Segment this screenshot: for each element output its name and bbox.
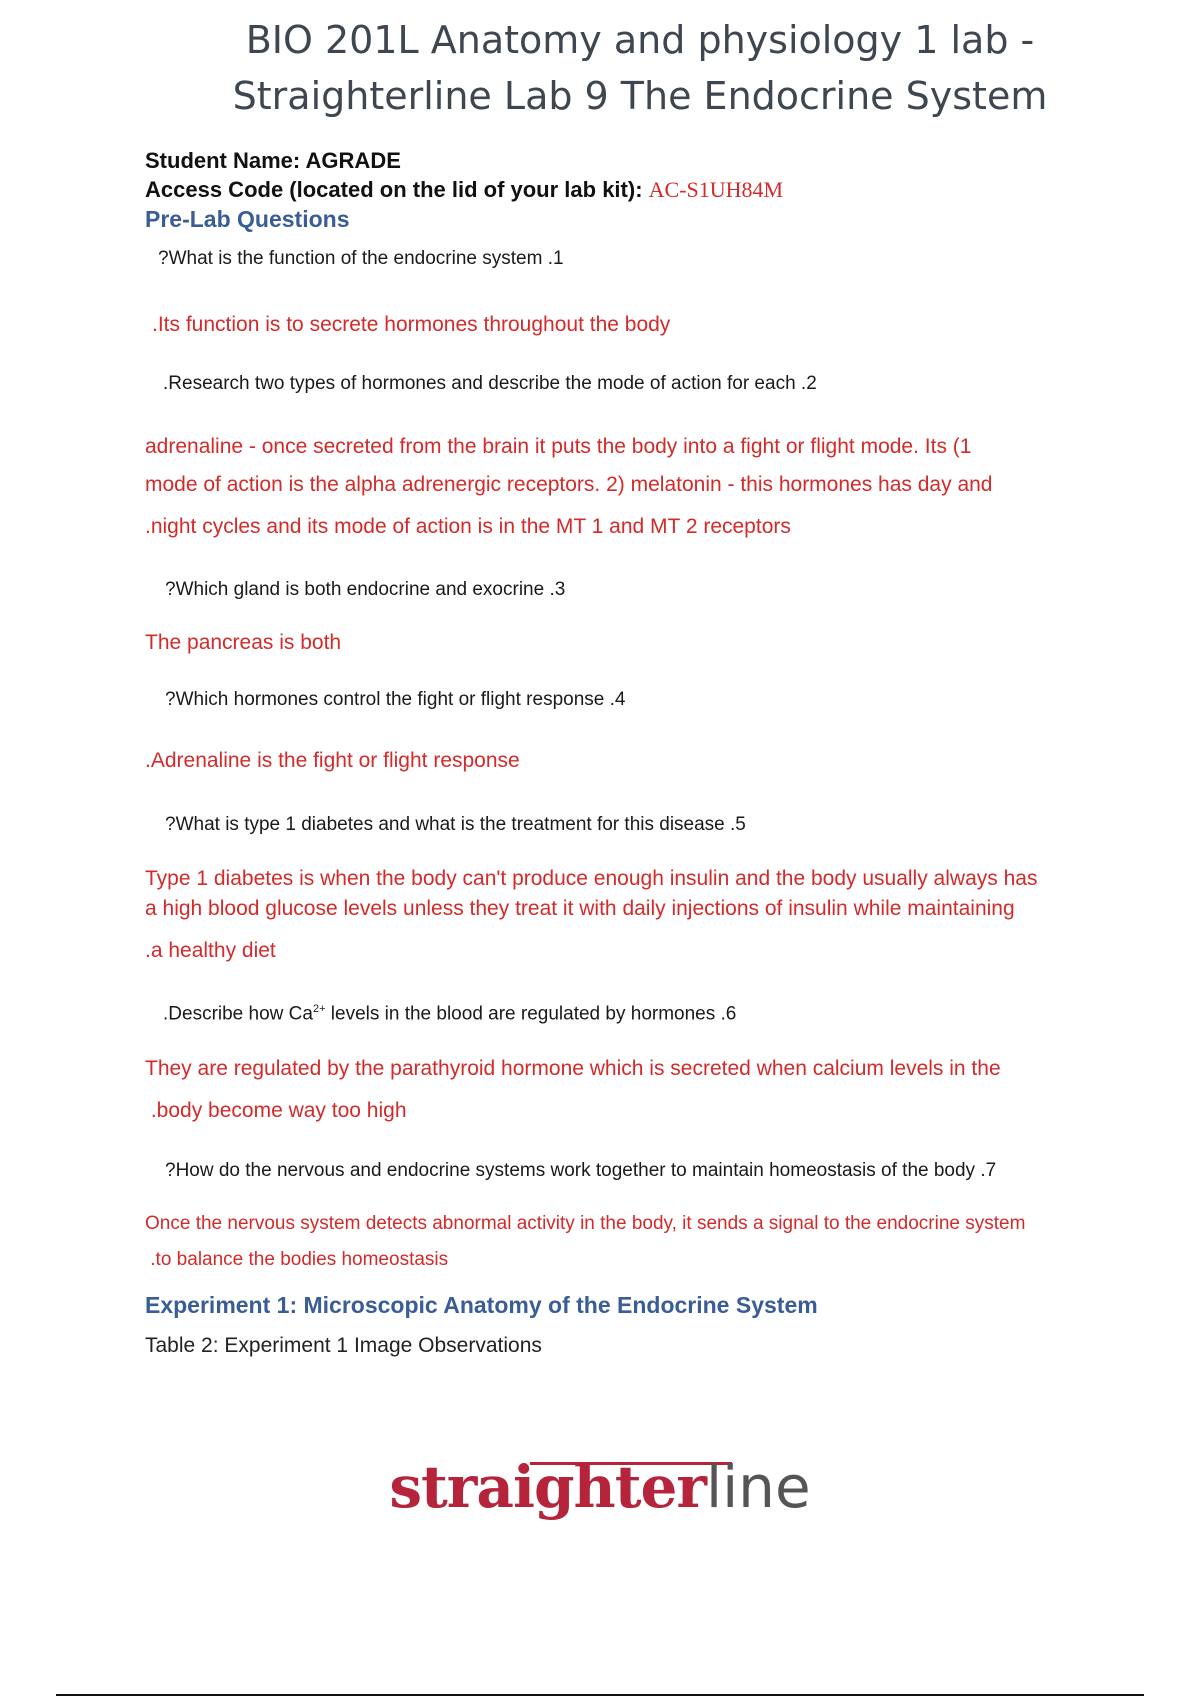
question-6 [163, 1003, 736, 1025]
access-code-label: Access Code (located on the lid of your lab kit): [145, 177, 643, 202]
question-2: .Research two types of hormones and describe the mode of action for each .2 [163, 373, 817, 394]
question-6-text-post: levels in the blood are regulated by hormones .6 [325, 1003, 737, 1025]
student-name-value: AGRADE [305, 148, 401, 173]
table-2-caption: Table 2: Experiment 1 Image Observations [145, 1334, 542, 1357]
logo-text-light: line [705, 1453, 811, 1521]
answer-2-line-2: mode of action is the alpha adrenergic receptors. 2) melatonin - this hormones has day and [145, 473, 993, 496]
page-title-line-1: BIO 201L Anatomy and physiology 1 lab - [245, 18, 1035, 62]
access-code-value: AC-S1UH84M [648, 177, 784, 202]
question-1: ?What is the function of the endocrine system .1 [158, 248, 564, 269]
answer-5-line-3: .a healthy diet [145, 939, 276, 962]
answer-2-line-1: adrenaline - once secreted from the brain it puts the body into a fight or flight mode. Its (1 [145, 435, 972, 458]
answer-5-line-1: Type 1 diabetes is when the body can't produce enough insulin and the body usually always has [145, 867, 1038, 890]
answer-7-line-1: Once the nervous system detects abnormal activity in the body, it sends a signal to the endocrine system [145, 1213, 1026, 1234]
page-title-line-2: Straighterline Lab 9 The Endocrine System [232, 74, 1048, 118]
answer-4: .Adrenaline is the fight or flight response [145, 749, 520, 772]
question-6-superscript: 2+ [312, 1003, 326, 1015]
prelab-heading: Pre-Lab Questions [145, 206, 350, 232]
answer-6-line-2: .body become way too high [145, 1099, 407, 1122]
answer-7-line-2: .to balance the bodies homeostasis [145, 1249, 449, 1270]
answer-6-line-1: They are regulated by the parathyroid hormone which is secreted when calcium levels in the [145, 1057, 1001, 1080]
straighterline-logo [0, 1452, 1200, 1523]
student-name-field [145, 148, 401, 174]
question-6-text-pre: .Describe how Ca [163, 1003, 313, 1025]
answer-5-line-2: a high blood glucose levels unless they treat it with daily injections of insulin while maintaining [145, 897, 1015, 920]
logo-text-bold: straighter [389, 1453, 706, 1521]
page-bottom-rule [56, 1694, 1144, 1696]
question-4: ?Which hormones control the fight or flight response .4 [165, 689, 626, 710]
answer-1: .Its function is to secrete hormones throughout the body [152, 313, 671, 336]
experiment-1-heading: Experiment 1: Microscopic Anatomy of the Endocrine System [145, 1292, 818, 1318]
page-title [150, 12, 1130, 124]
answer-2-line-3: .night cycles and its mode of action is in the MT 1 and MT 2 receptors [145, 515, 791, 538]
question-7: ?How do the nervous and endocrine systems work together to maintain homeostasis of the body .7 [165, 1160, 997, 1181]
question-5: ?What is type 1 diabetes and what is the treatment for this disease .5 [165, 814, 746, 835]
question-3: ?Which gland is both endocrine and exocrine .3 [165, 579, 566, 600]
access-code-field [145, 177, 783, 203]
student-name-label: Student Name: [145, 148, 301, 173]
answer-3: The pancreas is both [145, 631, 342, 654]
